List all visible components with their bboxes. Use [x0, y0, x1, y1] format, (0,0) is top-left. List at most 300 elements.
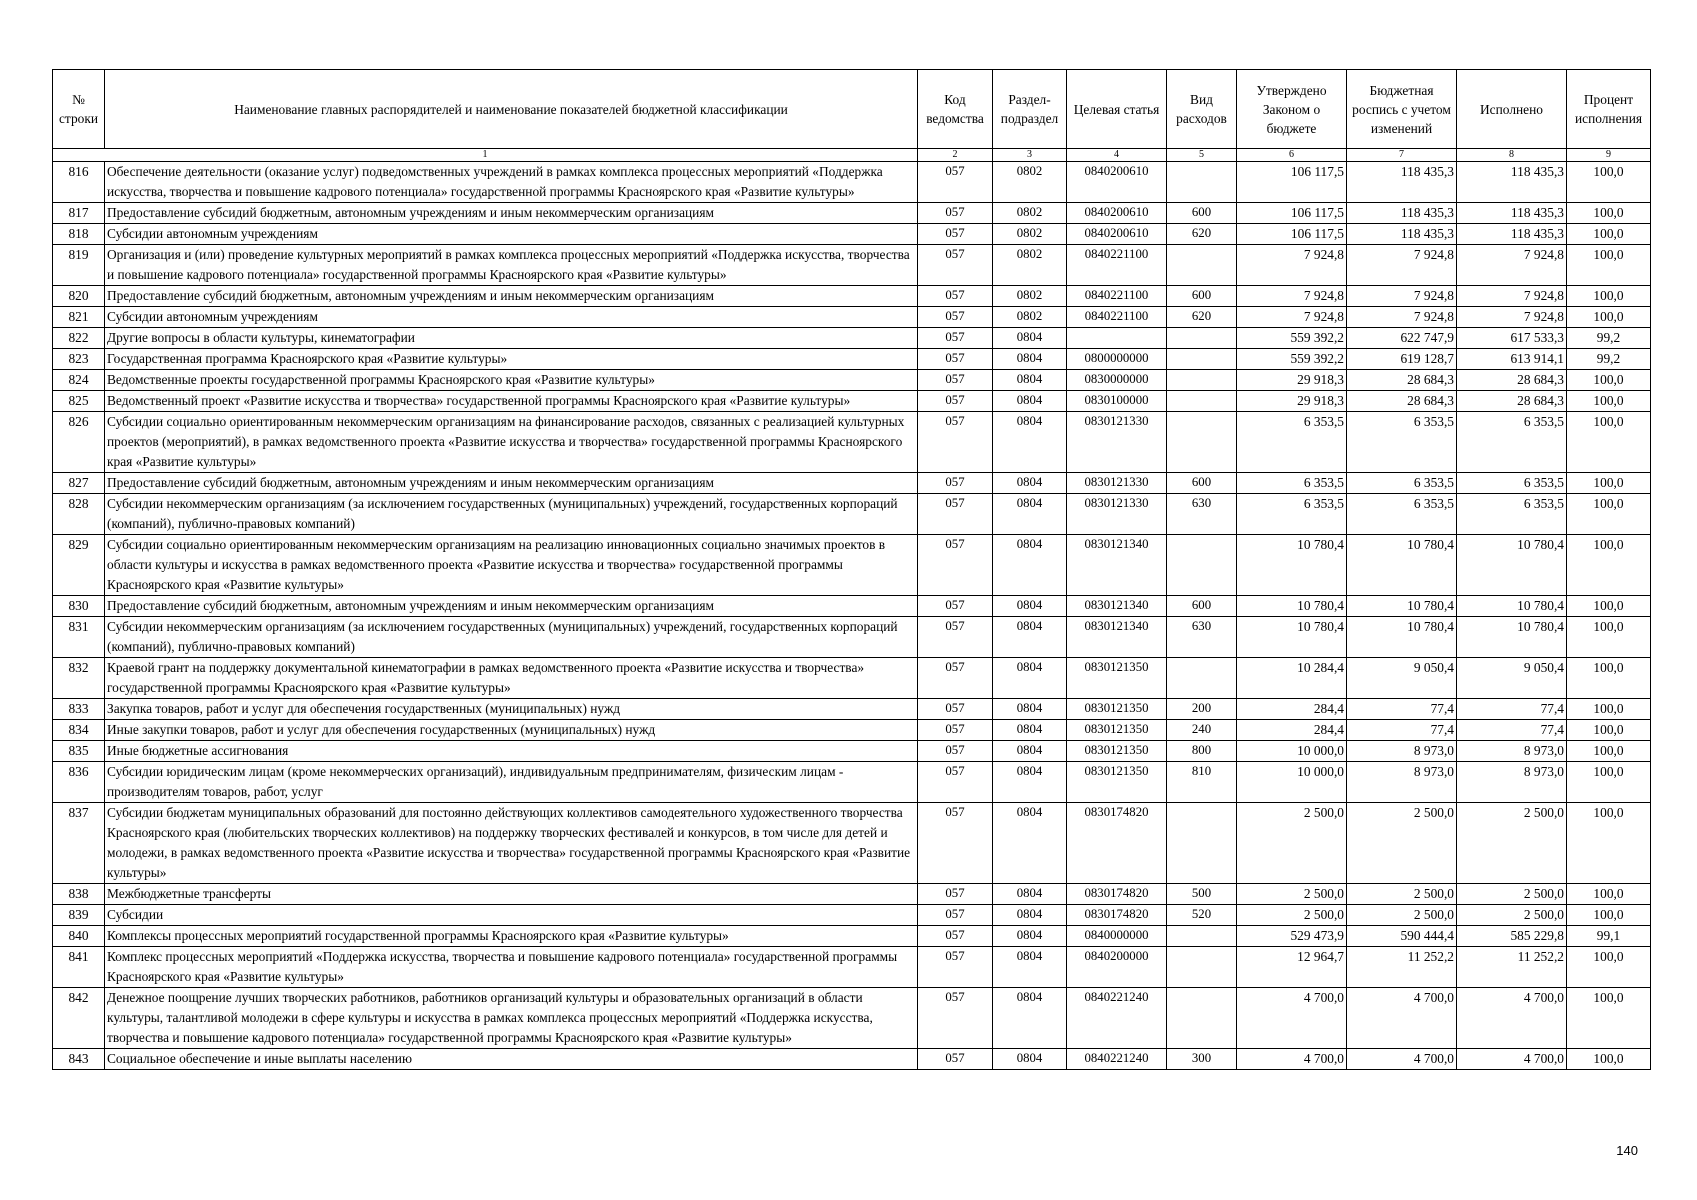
col-number: 2: [918, 149, 993, 162]
table-row: [53, 245, 1651, 286]
row-name: Краевой грант на поддержку документальной кинематографии в рамках ведомственного проекта «Развитие искусства и творчества» государственной программы Красноярского края «Развитие культуры»: [105, 658, 918, 699]
row-approved: 7 924,8: [1237, 245, 1347, 286]
row-dept-code: 057: [918, 162, 993, 203]
row-expense-type: 600: [1167, 596, 1237, 617]
table-row: [53, 473, 1651, 494]
row-budget: 6 353,5: [1347, 494, 1457, 535]
row-executed: 6 353,5: [1457, 494, 1567, 535]
row-name: Предоставление субсидий бюджетным, автономным учреждениям и иным некоммерческим организациям: [105, 203, 918, 224]
row-section: 0804: [993, 328, 1067, 349]
row-target-article: 0800000000: [1067, 349, 1167, 370]
row-percent: 100,0: [1567, 286, 1651, 307]
row-budget: 8 973,0: [1347, 741, 1457, 762]
table-row: [53, 286, 1651, 307]
row-section: 0802: [993, 224, 1067, 245]
row-percent: 100,0: [1567, 224, 1651, 245]
row-section: 0804: [993, 370, 1067, 391]
table-row: [53, 494, 1651, 535]
row-executed: 613 914,1: [1457, 349, 1567, 370]
row-executed: 10 780,4: [1457, 596, 1567, 617]
row-percent: 100,0: [1567, 473, 1651, 494]
row-expense-type: [1167, 349, 1237, 370]
col-header-budget-schedule: Бюджетная роспись с учетом изменений: [1347, 70, 1457, 149]
table-row: [53, 947, 1651, 988]
row-section: 0804: [993, 494, 1067, 535]
row-percent: 100,0: [1567, 905, 1651, 926]
col-number: 3: [993, 149, 1067, 162]
row-section: 0804: [993, 720, 1067, 741]
row-name: Межбюджетные трансферты: [105, 884, 918, 905]
row-name: Субсидии некоммерческим организациям (за исключением государственных (муниципальных) учреждений, государственных корпораций (компаний), публично-правовых компаний): [105, 494, 918, 535]
row-section: 0804: [993, 617, 1067, 658]
row-budget: 2 500,0: [1347, 905, 1457, 926]
row-section: 0804: [993, 1049, 1067, 1070]
row-approved: 10 780,4: [1237, 596, 1347, 617]
row-percent: 99,2: [1567, 328, 1651, 349]
row-executed: 617 533,3: [1457, 328, 1567, 349]
row-number: 832: [53, 658, 105, 699]
row-approved: 106 117,5: [1237, 203, 1347, 224]
row-section: 0804: [993, 803, 1067, 884]
row-number: 826: [53, 412, 105, 473]
col-number: 8: [1457, 149, 1567, 162]
row-name: Субсидии автономным учреждениям: [105, 307, 918, 328]
row-percent: 100,0: [1567, 658, 1651, 699]
table-row: [53, 741, 1651, 762]
col-number: 6: [1237, 149, 1347, 162]
row-section: 0802: [993, 307, 1067, 328]
row-expense-type: 800: [1167, 741, 1237, 762]
row-name: Предоставление субсидий бюджетным, автономным учреждениям и иным некоммерческим организациям: [105, 596, 918, 617]
row-name: Социальное обеспечение и иные выплаты населению: [105, 1049, 918, 1070]
row-percent: 100,0: [1567, 720, 1651, 741]
row-name: Субсидии юридическим лицам (кроме некоммерческих организаций), индивидуальным предпринимателям, физическим лицам - производителям товаров, работ, услуг: [105, 762, 918, 803]
row-target-article: 0830121350: [1067, 658, 1167, 699]
row-section: 0804: [993, 947, 1067, 988]
row-target-article: [1067, 328, 1167, 349]
row-approved: 6 353,5: [1237, 412, 1347, 473]
row-section: 0804: [993, 699, 1067, 720]
row-section: 0804: [993, 741, 1067, 762]
row-executed: 2 500,0: [1457, 905, 1567, 926]
row-budget: 6 353,5: [1347, 473, 1457, 494]
row-expense-type: 600: [1167, 473, 1237, 494]
row-number: 818: [53, 224, 105, 245]
row-approved: 284,4: [1237, 720, 1347, 741]
table-row: [53, 617, 1651, 658]
row-dept-code: 057: [918, 224, 993, 245]
col-header-section: Раздел-подраздел: [993, 70, 1067, 149]
column-number-row: [53, 149, 1651, 162]
row-executed: 28 684,3: [1457, 370, 1567, 391]
row-expense-type: 620: [1167, 307, 1237, 328]
col-header-expense-type: Вид расходов: [1167, 70, 1237, 149]
row-target-article: 0840200610: [1067, 203, 1167, 224]
row-dept-code: 057: [918, 658, 993, 699]
row-name: Ведомственные проекты государственной программы Красноярского края «Развитие культуры»: [105, 370, 918, 391]
row-section: 0804: [993, 412, 1067, 473]
row-target-article: 0840200610: [1067, 162, 1167, 203]
row-approved: 2 500,0: [1237, 803, 1347, 884]
row-dept-code: 057: [918, 1049, 993, 1070]
row-budget: 2 500,0: [1347, 803, 1457, 884]
table-row: [53, 412, 1651, 473]
table-row: [53, 162, 1651, 203]
table-body: [53, 162, 1651, 1070]
row-dept-code: 057: [918, 245, 993, 286]
row-expense-type: [1167, 535, 1237, 596]
row-percent: 100,0: [1567, 494, 1651, 535]
row-executed: 4 700,0: [1457, 988, 1567, 1049]
row-expense-type: [1167, 245, 1237, 286]
row-number: 824: [53, 370, 105, 391]
row-name: Субсидии: [105, 905, 918, 926]
table-row: [53, 203, 1651, 224]
row-budget: 619 128,7: [1347, 349, 1457, 370]
row-percent: 100,0: [1567, 947, 1651, 988]
row-number: 833: [53, 699, 105, 720]
row-section: 0804: [993, 391, 1067, 412]
row-target-article: 0830174820: [1067, 905, 1167, 926]
row-target-article: 0840221100: [1067, 286, 1167, 307]
row-executed: 4 700,0: [1457, 1049, 1567, 1070]
row-target-article: 0840000000: [1067, 926, 1167, 947]
row-name: Обеспечение деятельности (оказание услуг) подведомственных учреждений в рамках комплекса процессных мероприятий «Поддержка искусства, творчества и повышение кадрового потенциала» государственной программы Красноярского края «Развитие культуры»: [105, 162, 918, 203]
row-budget: 28 684,3: [1347, 370, 1457, 391]
row-section: 0804: [993, 535, 1067, 596]
col-header-dept-code: Код ведомства: [918, 70, 993, 149]
row-budget: 118 435,3: [1347, 203, 1457, 224]
table-row: [53, 762, 1651, 803]
row-target-article: 0840221100: [1067, 245, 1167, 286]
table-row: [53, 884, 1651, 905]
row-approved: 10 284,4: [1237, 658, 1347, 699]
row-name: Субсидии автономным учреждениям: [105, 224, 918, 245]
col-header-name: Наименование главных распорядителей и наименование показателей бюджетной классификации: [105, 70, 918, 149]
table-row: [53, 307, 1651, 328]
row-dept-code: 057: [918, 699, 993, 720]
row-approved: 10 000,0: [1237, 741, 1347, 762]
row-expense-type: 300: [1167, 1049, 1237, 1070]
col-header-executed: Исполнено: [1457, 70, 1567, 149]
col-number: 9: [1567, 149, 1651, 162]
row-name: Иные бюджетные ассигнования: [105, 741, 918, 762]
row-budget: 7 924,8: [1347, 286, 1457, 307]
row-approved: 10 780,4: [1237, 617, 1347, 658]
row-executed: 10 780,4: [1457, 617, 1567, 658]
row-expense-type: [1167, 412, 1237, 473]
row-number: 836: [53, 762, 105, 803]
row-dept-code: 057: [918, 617, 993, 658]
row-number: 831: [53, 617, 105, 658]
row-expense-type: [1167, 947, 1237, 988]
row-number: 823: [53, 349, 105, 370]
row-approved: 6 353,5: [1237, 473, 1347, 494]
row-budget: 2 500,0: [1347, 884, 1457, 905]
row-budget: 77,4: [1347, 720, 1457, 741]
col-number: 7: [1347, 149, 1457, 162]
row-expense-type: 620: [1167, 224, 1237, 245]
row-expense-type: 600: [1167, 286, 1237, 307]
row-expense-type: [1167, 391, 1237, 412]
row-executed: 6 353,5: [1457, 473, 1567, 494]
row-number: 830: [53, 596, 105, 617]
row-budget: 9 050,4: [1347, 658, 1457, 699]
row-executed: 10 780,4: [1457, 535, 1567, 596]
table-row: [53, 596, 1651, 617]
row-percent: 100,0: [1567, 762, 1651, 803]
row-budget: 11 252,2: [1347, 947, 1457, 988]
row-dept-code: 057: [918, 370, 993, 391]
row-number: 822: [53, 328, 105, 349]
row-number: 841: [53, 947, 105, 988]
row-name: Предоставление субсидий бюджетным, автономным учреждениям и иным некоммерческим организациям: [105, 473, 918, 494]
row-budget: 6 353,5: [1347, 412, 1457, 473]
row-expense-type: [1167, 658, 1237, 699]
row-section: 0802: [993, 245, 1067, 286]
row-budget: 622 747,9: [1347, 328, 1457, 349]
row-approved: 10 000,0: [1237, 762, 1347, 803]
row-number: 834: [53, 720, 105, 741]
row-percent: 100,0: [1567, 988, 1651, 1049]
row-executed: 7 924,8: [1457, 307, 1567, 328]
row-target-article: 0830121340: [1067, 535, 1167, 596]
row-budget: 118 435,3: [1347, 224, 1457, 245]
row-number: 838: [53, 884, 105, 905]
row-target-article: 0830121330: [1067, 473, 1167, 494]
table-row: [53, 1049, 1651, 1070]
row-percent: 100,0: [1567, 884, 1651, 905]
row-section: 0802: [993, 286, 1067, 307]
col-number: 1: [53, 149, 918, 162]
row-number: 820: [53, 286, 105, 307]
row-approved: 2 500,0: [1237, 905, 1347, 926]
row-budget: 7 924,8: [1347, 245, 1457, 286]
header-row: [53, 70, 1651, 149]
row-target-article: 0830121330: [1067, 494, 1167, 535]
row-dept-code: 057: [918, 349, 993, 370]
row-target-article: 0840221240: [1067, 988, 1167, 1049]
row-percent: 100,0: [1567, 391, 1651, 412]
row-expense-type: [1167, 988, 1237, 1049]
row-section: 0802: [993, 162, 1067, 203]
row-executed: 28 684,3: [1457, 391, 1567, 412]
row-budget: 4 700,0: [1347, 988, 1457, 1049]
row-expense-type: 520: [1167, 905, 1237, 926]
row-number: 840: [53, 926, 105, 947]
row-dept-code: 057: [918, 884, 993, 905]
row-expense-type: 630: [1167, 494, 1237, 535]
row-approved: 559 392,2: [1237, 349, 1347, 370]
row-name: Комплексы процессных мероприятий государственной программы Красноярского края «Развитие культуры»: [105, 926, 918, 947]
row-target-article: 0840200000: [1067, 947, 1167, 988]
row-section: 0804: [993, 762, 1067, 803]
table-row: [53, 658, 1651, 699]
row-target-article: 0830121350: [1067, 720, 1167, 741]
row-percent: 100,0: [1567, 699, 1651, 720]
row-executed: 118 435,3: [1457, 224, 1567, 245]
table-row: [53, 988, 1651, 1049]
row-number: 837: [53, 803, 105, 884]
row-approved: 29 918,3: [1237, 370, 1347, 391]
table-row: [53, 699, 1651, 720]
table-row: [53, 905, 1651, 926]
row-name: Субсидии некоммерческим организациям (за исключением государственных (муниципальных) учреждений, государственных корпораций (компаний), публично-правовых компаний): [105, 617, 918, 658]
row-approved: 529 473,9: [1237, 926, 1347, 947]
row-executed: 9 050,4: [1457, 658, 1567, 699]
row-budget: 118 435,3: [1347, 162, 1457, 203]
row-percent: 100,0: [1567, 1049, 1651, 1070]
row-expense-type: [1167, 926, 1237, 947]
row-number: 827: [53, 473, 105, 494]
table-row: [53, 803, 1651, 884]
row-name: Другие вопросы в области культуры, кинематографии: [105, 328, 918, 349]
row-number: 816: [53, 162, 105, 203]
row-approved: 10 780,4: [1237, 535, 1347, 596]
row-approved: 4 700,0: [1237, 988, 1347, 1049]
row-approved: 12 964,7: [1237, 947, 1347, 988]
row-dept-code: 057: [918, 473, 993, 494]
row-section: 0804: [993, 596, 1067, 617]
col-header-approved: Утверждено Законом о бюджете: [1237, 70, 1347, 149]
row-executed: 118 435,3: [1457, 162, 1567, 203]
row-target-article: 0830174820: [1067, 884, 1167, 905]
row-dept-code: 057: [918, 494, 993, 535]
row-expense-type: 810: [1167, 762, 1237, 803]
row-dept-code: 057: [918, 947, 993, 988]
row-percent: 100,0: [1567, 162, 1651, 203]
row-budget: 7 924,8: [1347, 307, 1457, 328]
row-name: Субсидии социально ориентированным некоммерческим организациям на реализацию инновационных социально значимых проектов в области культуры и искусства в рамках ведомственного проекта «Развитие искусства и творчества» государственной программы Красноярского края «Развитие культуры»: [105, 535, 918, 596]
row-dept-code: 057: [918, 596, 993, 617]
row-target-article: 0840221240: [1067, 1049, 1167, 1070]
col-header-row-number: № строки: [53, 70, 105, 149]
table-row: [53, 926, 1651, 947]
row-percent: 100,0: [1567, 307, 1651, 328]
row-budget: 8 973,0: [1347, 762, 1457, 803]
row-number: 817: [53, 203, 105, 224]
row-name: Закупка товаров, работ и услуг для обеспечения государственных (муниципальных) нужд: [105, 699, 918, 720]
row-approved: 29 918,3: [1237, 391, 1347, 412]
row-name: Государственная программа Красноярского края «Развитие культуры»: [105, 349, 918, 370]
row-dept-code: 057: [918, 535, 993, 596]
row-approved: 106 117,5: [1237, 162, 1347, 203]
table-row: [53, 370, 1651, 391]
row-executed: 7 924,8: [1457, 245, 1567, 286]
row-approved: 4 700,0: [1237, 1049, 1347, 1070]
row-section: 0804: [993, 473, 1067, 494]
table-row: [53, 349, 1651, 370]
row-executed: 11 252,2: [1457, 947, 1567, 988]
budget-table-container: [52, 69, 1650, 1070]
row-target-article: 0830121340: [1067, 596, 1167, 617]
row-executed: 7 924,8: [1457, 286, 1567, 307]
row-approved: 284,4: [1237, 699, 1347, 720]
row-number: 839: [53, 905, 105, 926]
row-dept-code: 057: [918, 307, 993, 328]
col-header-target-article: Целевая статья: [1067, 70, 1167, 149]
row-name: Иные закупки товаров, работ и услуг для обеспечения государственных (муниципальных) нужд: [105, 720, 918, 741]
row-executed: 2 500,0: [1457, 884, 1567, 905]
row-budget: 4 700,0: [1347, 1049, 1457, 1070]
row-number: 828: [53, 494, 105, 535]
row-executed: 2 500,0: [1457, 803, 1567, 884]
row-expense-type: 240: [1167, 720, 1237, 741]
table-row: [53, 720, 1651, 741]
row-section: 0804: [993, 988, 1067, 1049]
row-target-article: 0830121350: [1067, 741, 1167, 762]
row-section: 0804: [993, 905, 1067, 926]
budget-execution-table: [52, 69, 1651, 1070]
row-percent: 100,0: [1567, 370, 1651, 391]
row-expense-type: [1167, 370, 1237, 391]
row-approved: 106 117,5: [1237, 224, 1347, 245]
row-dept-code: 057: [918, 803, 993, 884]
row-target-article: 0830121330: [1067, 412, 1167, 473]
row-number: 825: [53, 391, 105, 412]
row-dept-code: 057: [918, 412, 993, 473]
row-name: Субсидии бюджетам муниципальных образований для постоянно действующих коллективов самодеятельного художественного творчества Красноярского края (любительских творческих коллективов) на поддержку творческих фестивалей и конкурсов, в том числе для детей и молодежи, в рамках ведомственного проекта «Развитие искусства и творчества» государственной программы Красноярского края «Развитие культуры»: [105, 803, 918, 884]
row-percent: 100,0: [1567, 245, 1651, 286]
row-target-article: 0830121350: [1067, 762, 1167, 803]
row-target-article: 0830000000: [1067, 370, 1167, 391]
row-budget: 10 780,4: [1347, 596, 1457, 617]
row-section: 0804: [993, 658, 1067, 699]
col-number: 5: [1167, 149, 1237, 162]
row-executed: 118 435,3: [1457, 203, 1567, 224]
row-name: Предоставление субсидий бюджетным, автономным учреждениям и иным некоммерческим организациям: [105, 286, 918, 307]
row-dept-code: 057: [918, 720, 993, 741]
row-section: 0804: [993, 349, 1067, 370]
row-section: 0804: [993, 926, 1067, 947]
row-dept-code: 057: [918, 905, 993, 926]
row-executed: 8 973,0: [1457, 762, 1567, 803]
row-expense-type: 630: [1167, 617, 1237, 658]
row-target-article: 0830174820: [1067, 803, 1167, 884]
row-target-article: 0830100000: [1067, 391, 1167, 412]
row-executed: 6 353,5: [1457, 412, 1567, 473]
row-percent: 100,0: [1567, 412, 1651, 473]
row-percent: 100,0: [1567, 803, 1651, 884]
row-approved: 559 392,2: [1237, 328, 1347, 349]
row-dept-code: 057: [918, 203, 993, 224]
row-dept-code: 057: [918, 988, 993, 1049]
row-name: Организация и (или) проведение культурных мероприятий в рамках комплекса процессных мероприятий «Поддержка искусства, творчества и повышение кадрового потенциала» государственной программы Красноярского края «Развитие культуры»: [105, 245, 918, 286]
row-number: 842: [53, 988, 105, 1049]
row-executed: 77,4: [1457, 720, 1567, 741]
row-section: 0802: [993, 203, 1067, 224]
row-percent: 100,0: [1567, 596, 1651, 617]
row-executed: 8 973,0: [1457, 741, 1567, 762]
row-dept-code: 057: [918, 926, 993, 947]
row-number: 829: [53, 535, 105, 596]
row-budget: 10 780,4: [1347, 617, 1457, 658]
col-number: 4: [1067, 149, 1167, 162]
row-expense-type: [1167, 328, 1237, 349]
row-percent: 100,0: [1567, 617, 1651, 658]
row-approved: 6 353,5: [1237, 494, 1347, 535]
row-expense-type: 500: [1167, 884, 1237, 905]
row-budget: 10 780,4: [1347, 535, 1457, 596]
row-name: Денежное поощрение лучших творческих работников, работников организаций культуры и образовательных организаций в области культуры, талантливой молодежи в сфере культуры и искусства в рамках комплекса процессных мероприятий «Поддержка искусства, творчества и повышение кадрового потенциала» государственной программы Красноярского края «Развитие культуры»: [105, 988, 918, 1049]
row-number: 835: [53, 741, 105, 762]
row-executed: 77,4: [1457, 699, 1567, 720]
col-header-percent: Процент исполнения: [1567, 70, 1651, 149]
table-row: [53, 328, 1651, 349]
row-expense-type: [1167, 162, 1237, 203]
table-row: [53, 535, 1651, 596]
row-target-article: 0830121350: [1067, 699, 1167, 720]
